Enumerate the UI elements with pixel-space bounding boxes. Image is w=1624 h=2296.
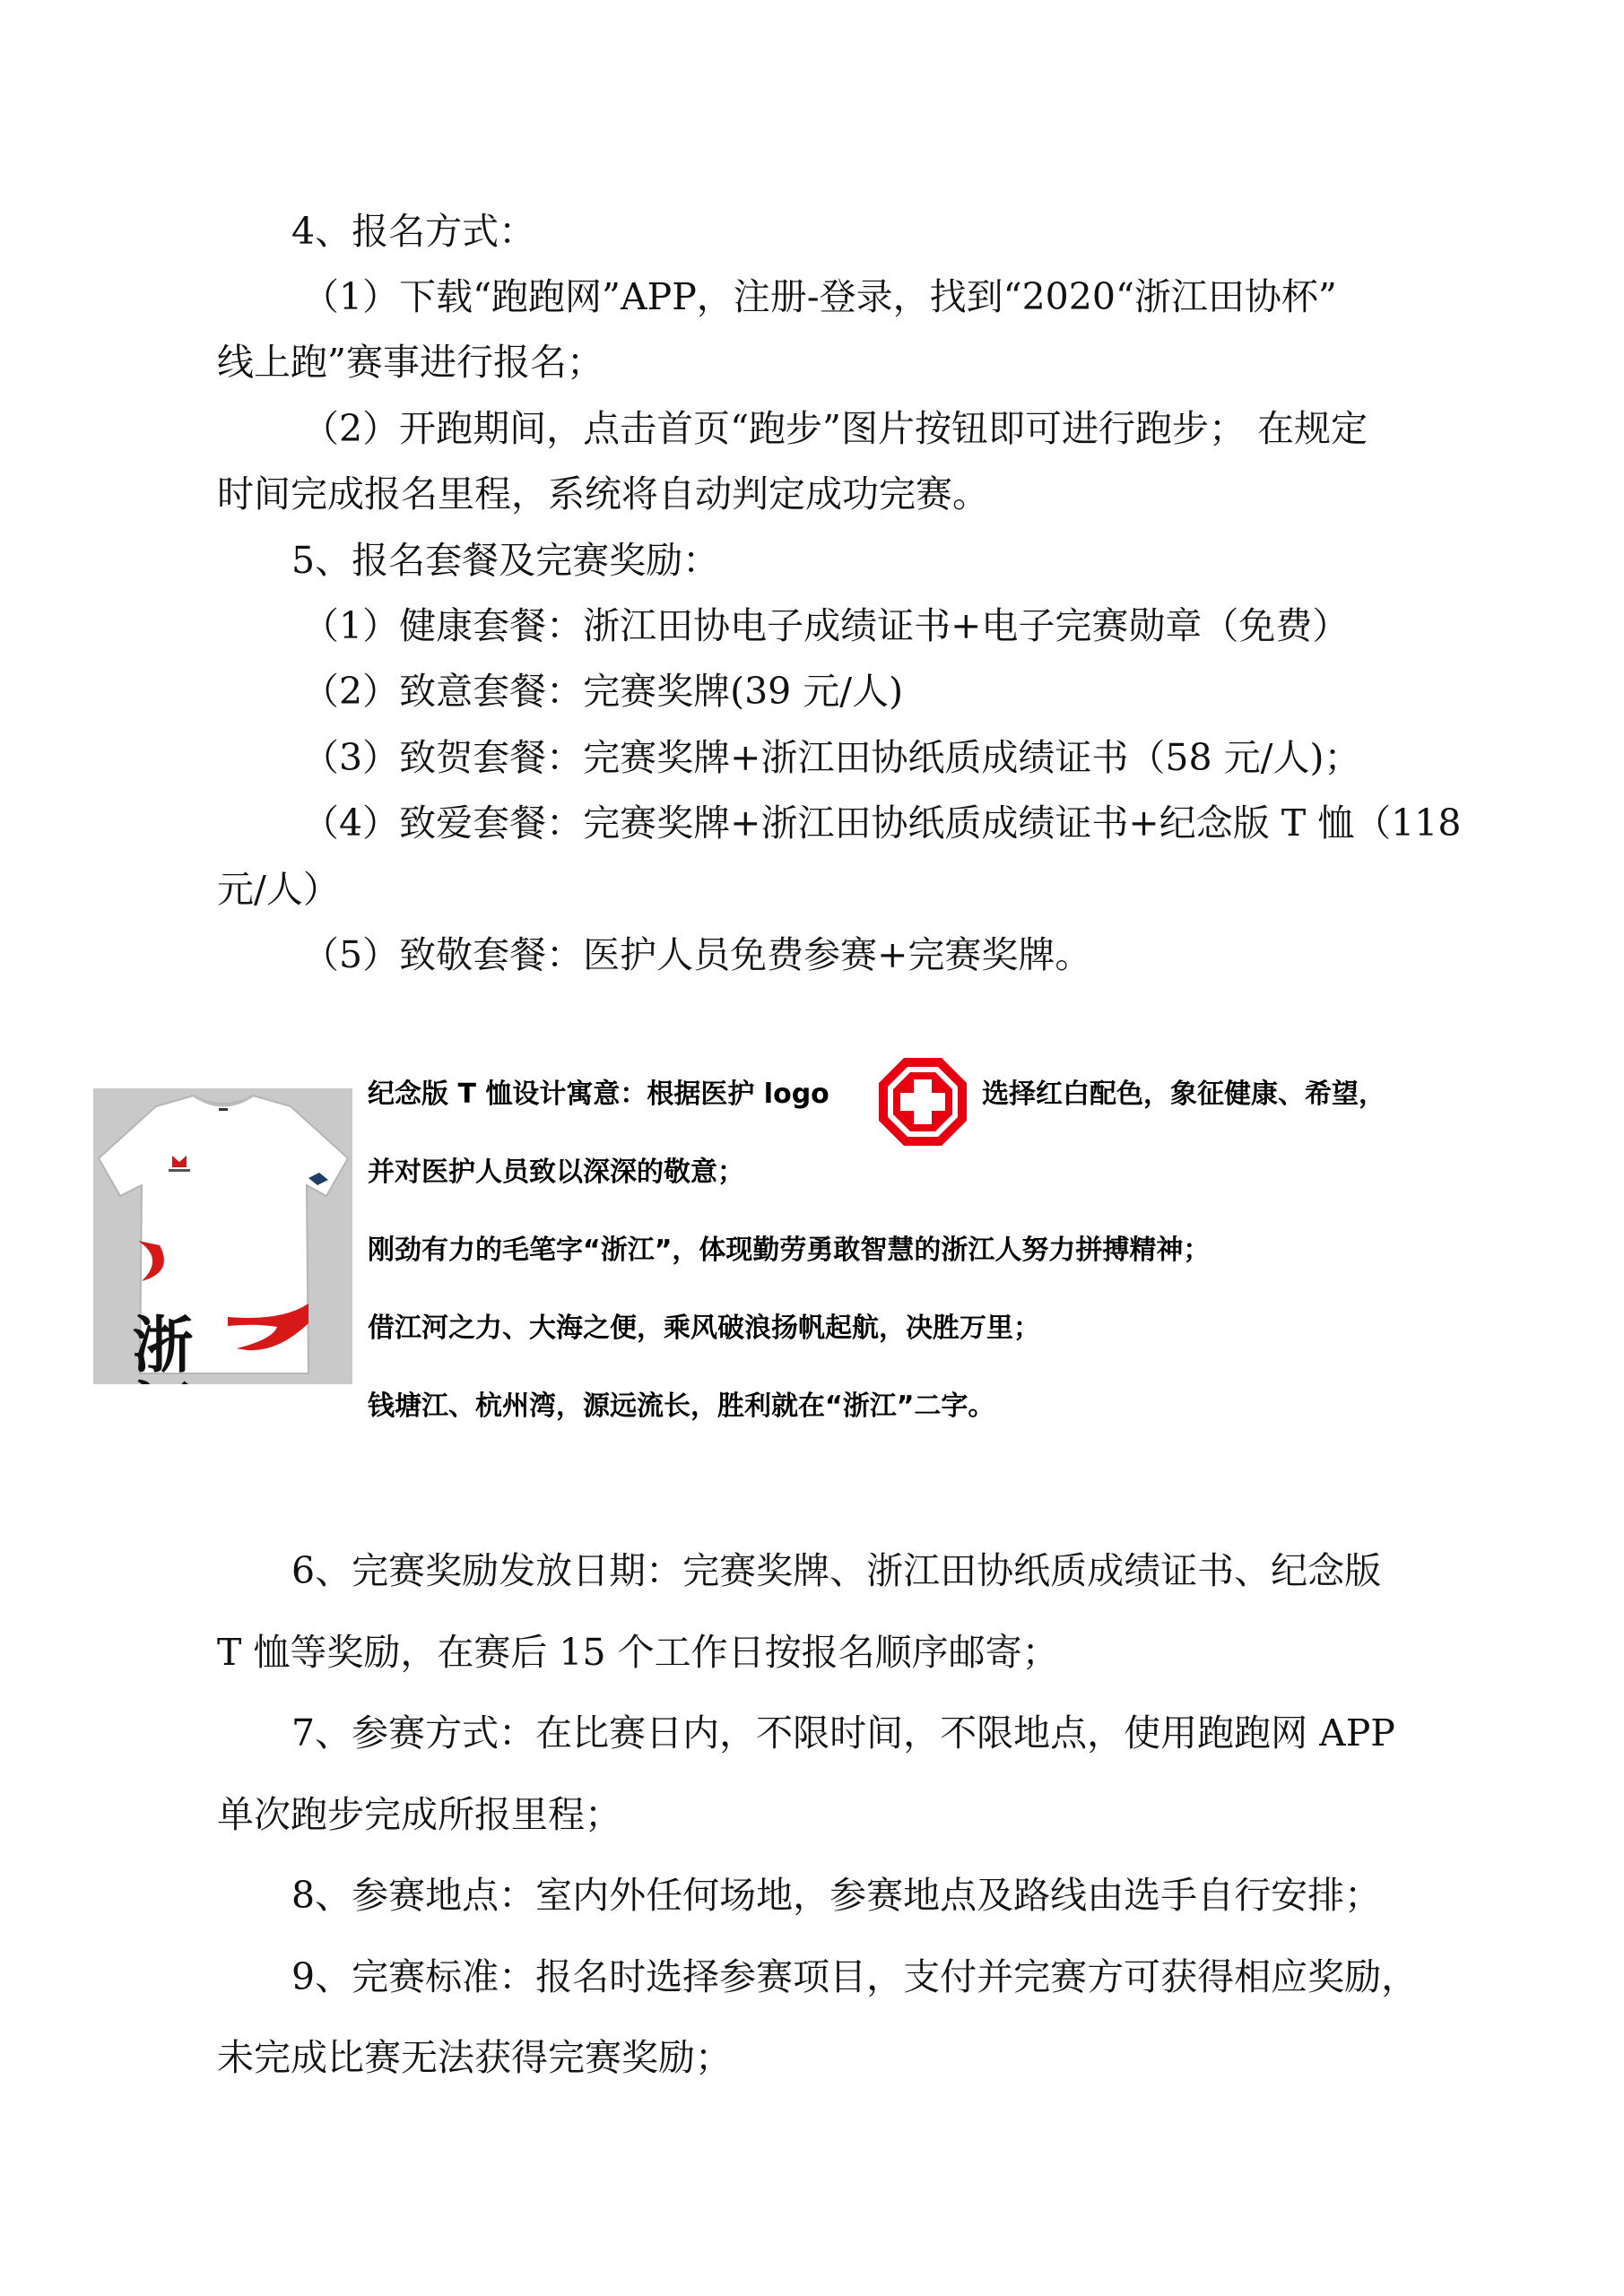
package-4-line-1: （4）致爱套餐：完赛奖牌+浙江田协纸质成绩证书+纪念版 T 恤（118 — [302, 801, 1462, 845]
section-4-item-2-line-1: （2）开跑期间，点击首页“跑步”图片按钮即可进行跑步； 在规定 — [302, 407, 1368, 450]
section-6-line-1: 6、完赛奖励发放日期：完赛奖牌、浙江田协纸质成绩证书、纪念版 — [291, 1549, 1382, 1592]
red-cross-logo — [873, 1053, 972, 1151]
package-4-line-2: 元/人） — [217, 868, 340, 911]
tshirt-desc-line-3: 刚劲有力的毛笔字“浙江”，体现勤劳勇敢智慧的浙江人努力拼搏精神； — [368, 1235, 1211, 1266]
section-4-heading: 4、报名方式： — [291, 210, 536, 253]
section-4-item-1-line-2: 线上跑”赛事进行报名； — [217, 341, 604, 384]
tshirt-desc-line-5: 钱塘江、杭州湾，源远流长，胜利就在“浙江”二字。 — [368, 1391, 995, 1422]
section-9-line-2: 未完成比赛无法获得完赛奖励； — [217, 2036, 732, 2079]
section-8-line-1: 8、参赛地点：室内外任何场地，参赛地点及路线由选手自行安排； — [291, 1874, 1382, 1917]
tshirt-calligraphy: 浙江 — [122, 1313, 194, 1384]
red-cross-icon — [873, 1053, 972, 1151]
section-4-item-2-line-2: 时间完成报名里程，系统将自动判定成功完赛。 — [217, 472, 989, 516]
tshirt-icon — [93, 1088, 352, 1384]
section-9-line-1: 9、完赛标准：报名时选择参赛项目，支付并完赛方可获得相应奖励， — [291, 1955, 1419, 1998]
tshirt-desc-line-1b: 选择红白配色，象征健康、希望， — [982, 1079, 1385, 1110]
section-6-line-2: T 恤等奖励，在赛后 15 个工作日按报名顺序邮寄； — [217, 1631, 1059, 1674]
tshirt-desc-line-4: 借江河之力、大海之便，乘风破浪扬帆起航，决胜万里； — [368, 1313, 1040, 1344]
section-7-line-1: 7、参赛方式：在比赛日内，不限时间，不限地点，使用跑跑网 APP — [291, 1711, 1395, 1754]
package-1: （1）健康套餐：浙江田协电子成绩证书+电子完赛勋章（免费） — [302, 604, 1350, 647]
section-7-line-2: 单次跑步完成所报里程； — [217, 1793, 621, 1836]
package-2: （2）致意套餐：完赛奖牌(39 元/人) — [302, 670, 904, 713]
section-4-item-1-line-1: （1）下载“跑跑网”APP，注册-登录，找到“2020“浙江田协杯” — [302, 275, 1337, 318]
package-5: （5）致敬套餐：医护人员免费参赛+完赛奖牌。 — [302, 933, 1092, 976]
tshirt-image — [93, 1088, 352, 1384]
tshirt-desc-line-1a: 纪念版 T 恤设计寓意：根据医护 logo — [368, 1079, 829, 1110]
tshirt-desc-line-2: 并对医护人员致以深深的敬意； — [368, 1157, 744, 1188]
section-5-heading: 5、报名套餐及完赛奖励： — [291, 539, 720, 582]
package-3: （3）致贺套餐：完赛奖牌+浙江田协纸质成绩证书（58 元/人)； — [302, 736, 1361, 779]
